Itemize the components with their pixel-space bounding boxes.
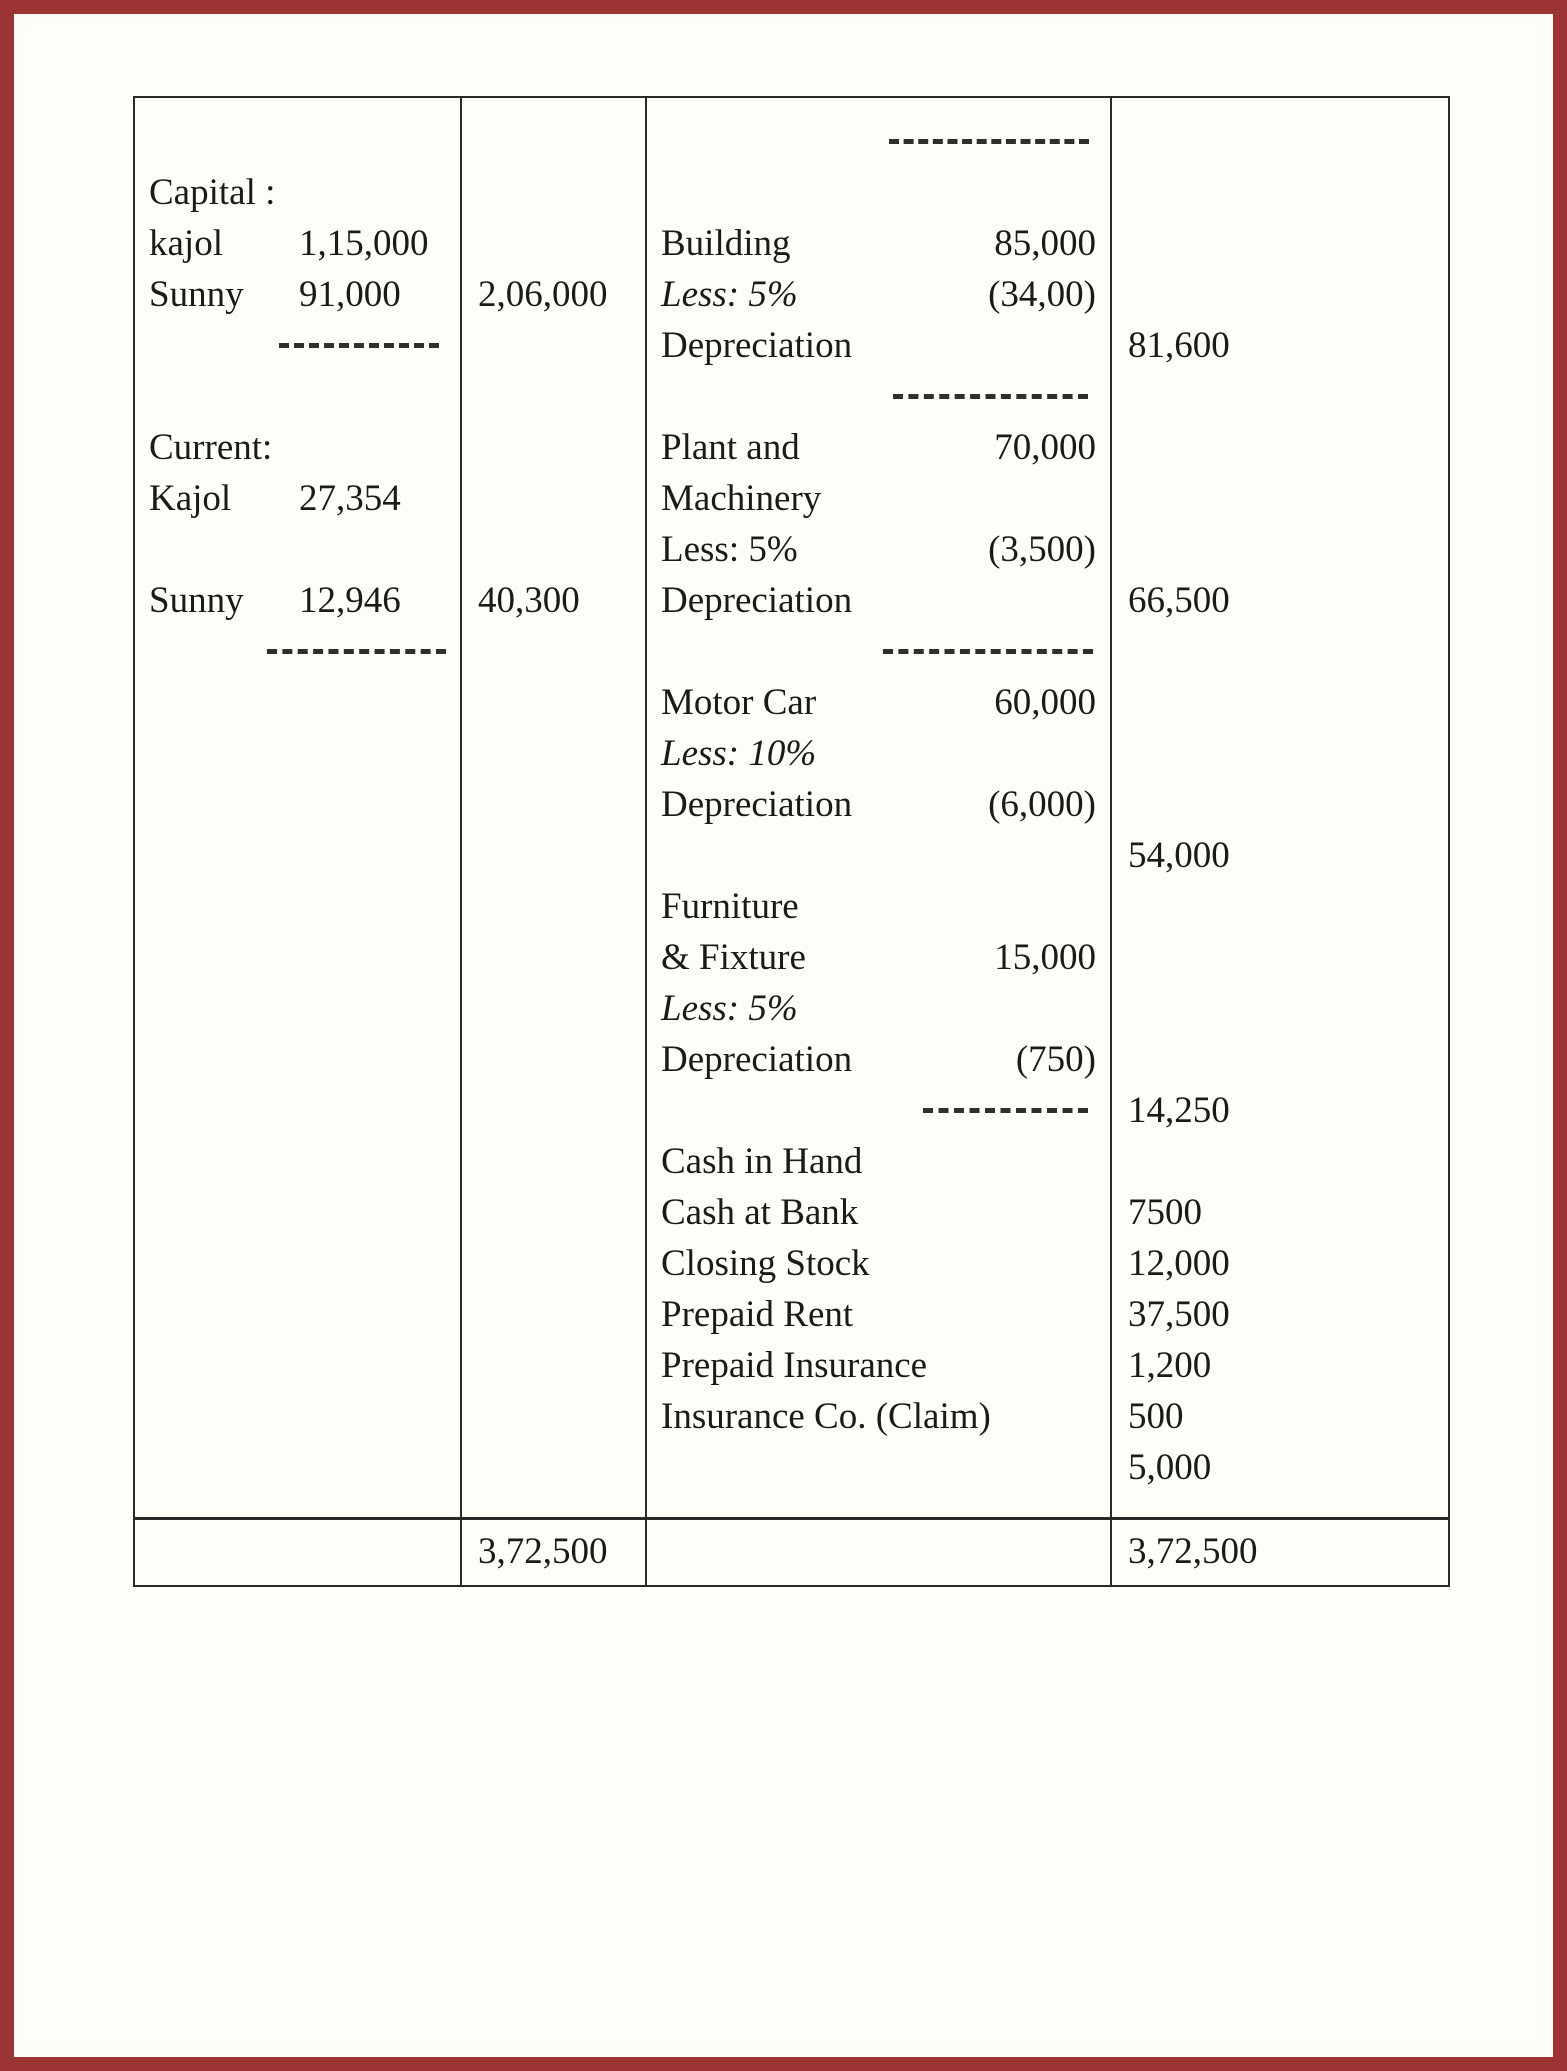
asset-item-row bbox=[661, 218, 1096, 269]
asset-depreciation-label: Depreciation bbox=[661, 325, 853, 366]
asset-name: Building bbox=[661, 223, 791, 264]
totals-liabilities-amount: 3,72,500 bbox=[462, 1520, 647, 1585]
asset-simple-amount: 12,000 bbox=[1128, 1243, 1230, 1284]
liab-amt-gap bbox=[478, 422, 631, 473]
liab-amt-gap bbox=[478, 371, 631, 422]
asset-name: Motor Car bbox=[661, 682, 817, 723]
asset-amt-gap bbox=[1128, 422, 1434, 473]
asset-depreciation-amount: (3,500) bbox=[988, 529, 1096, 570]
asset-amt-gap bbox=[1128, 473, 1434, 524]
asset-depreciation-row bbox=[661, 269, 1096, 320]
current-total-amount: 40,300 bbox=[478, 580, 580, 621]
liab-amt-gap bbox=[478, 167, 631, 218]
balance-sheet-body bbox=[135, 98, 1448, 1517]
liab-amt-gap bbox=[478, 320, 631, 371]
liab-amt-gap bbox=[478, 524, 631, 575]
liab-top-gap bbox=[149, 116, 446, 167]
asset-net-amount: 81,600 bbox=[1128, 325, 1230, 366]
totals-assets-label-cell bbox=[647, 1520, 1112, 1585]
asset-section-gap bbox=[661, 830, 1096, 881]
asset-subtotal-rule bbox=[661, 626, 1096, 677]
asset-depreciation-label: Depreciation bbox=[661, 1039, 853, 1080]
assets-particulars-column bbox=[647, 98, 1112, 1517]
asset-depreciation-amount: (6,000) bbox=[988, 784, 1096, 825]
asset-item-row bbox=[661, 932, 1096, 983]
balance-sheet-table bbox=[133, 96, 1450, 1587]
asset-less-label: Less: 5% bbox=[661, 274, 798, 315]
asset-amt-gap bbox=[1128, 983, 1434, 1034]
asset-amt-gap bbox=[1128, 881, 1434, 932]
asset-less-label: Less: 5% bbox=[661, 529, 798, 570]
asset-name-cont: Machinery bbox=[661, 478, 822, 519]
asset-depreciation-row bbox=[661, 524, 1096, 575]
current-inner-gap bbox=[149, 524, 446, 575]
liab-section-gap bbox=[149, 371, 446, 422]
asset-amt-gap bbox=[1128, 677, 1434, 728]
asset-less-label: Less: 10% bbox=[661, 733, 817, 774]
assets-top-rule bbox=[661, 116, 1096, 167]
capital-total-amount: 2,06,000 bbox=[478, 274, 608, 315]
asset-amt-gap bbox=[1128, 1034, 1434, 1085]
asset-amt-gap bbox=[1128, 167, 1434, 218]
asset-gross-amount: 60,000 bbox=[994, 682, 1096, 723]
current-partner-row bbox=[149, 575, 446, 626]
liab-amt-top-gap bbox=[478, 116, 631, 167]
capital-partner-row bbox=[149, 269, 446, 320]
asset-net-amount: 54,000 bbox=[1128, 835, 1230, 876]
asset-depreciation-label: Depreciation bbox=[661, 580, 853, 621]
asset-simple-amount: 1,200 bbox=[1128, 1345, 1212, 1386]
current-subtotal-rule bbox=[149, 626, 446, 677]
asset-depreciation-row bbox=[661, 779, 1096, 830]
capital-partner-amount: 1,15,000 bbox=[299, 223, 429, 264]
asset-net-amount: 66,500 bbox=[1128, 580, 1230, 621]
current-partner-row bbox=[149, 473, 446, 524]
asset-name-cont: & Fixture bbox=[661, 937, 806, 978]
asset-simple-name: Closing Stock bbox=[661, 1243, 870, 1284]
totals-assets-amount: 3,72,500 bbox=[1128, 1531, 1258, 1572]
asset-simple-name: Insurance Co. (Claim) bbox=[661, 1396, 991, 1437]
asset-depreciation-amount: (34,00) bbox=[988, 274, 1096, 315]
asset-amt-gap bbox=[1128, 218, 1434, 269]
capital-subtotal-rule bbox=[149, 320, 446, 371]
capital-heading: Capital : bbox=[149, 172, 276, 213]
current-partner-name: Sunny bbox=[149, 580, 244, 621]
asset-simple-name: Prepaid Rent bbox=[661, 1294, 854, 1335]
asset-simple-amount: 37,500 bbox=[1128, 1294, 1230, 1335]
capital-partner-row bbox=[149, 218, 446, 269]
asset-amt-top-gap bbox=[1128, 116, 1434, 167]
asset-simple-amount: 500 bbox=[1128, 1396, 1184, 1437]
capital-partner-name: Sunny bbox=[149, 274, 244, 315]
asset-gross-amount: 70,000 bbox=[994, 427, 1096, 468]
liab-amt-gap bbox=[478, 473, 631, 524]
assets-amount-column bbox=[1112, 98, 1448, 1517]
asset-depreciation-amount: (750) bbox=[1015, 1039, 1096, 1080]
asset-amt-gap bbox=[1128, 779, 1434, 830]
asset-simple-name: Cash in Hand bbox=[661, 1141, 863, 1182]
asset-amt-gap bbox=[1128, 626, 1434, 677]
liab-amt-gap bbox=[478, 218, 631, 269]
capital-partner-name: kajol bbox=[149, 223, 223, 264]
asset-gross-amount: 15,000 bbox=[994, 937, 1096, 978]
asset-simple-name: Cash at Bank bbox=[661, 1192, 859, 1233]
capital-partner-amount: 91,000 bbox=[299, 274, 401, 315]
asset-amt-gap bbox=[1128, 1136, 1434, 1187]
asset-name: Furniture bbox=[661, 886, 799, 927]
asset-less-label: Less: 5% bbox=[661, 988, 798, 1029]
current-partner-amount: 12,946 bbox=[299, 580, 401, 621]
asset-simple-name: Prepaid Insurance bbox=[661, 1345, 928, 1386]
asset-simple-amount: 5,000 bbox=[1128, 1447, 1212, 1488]
asset-amt-gap bbox=[1128, 932, 1434, 983]
asset-subtotal-rule bbox=[661, 1085, 1096, 1136]
asset-item-row bbox=[661, 677, 1096, 728]
asset-simple-amount: 7500 bbox=[1128, 1192, 1202, 1233]
asset-name: Plant and bbox=[661, 427, 800, 468]
current-partner-name: Kajol bbox=[149, 478, 232, 519]
asset-amt-gap bbox=[1128, 371, 1434, 422]
asset-gross-amount: 85,000 bbox=[994, 223, 1096, 264]
liabilities-particulars-column bbox=[135, 98, 462, 1517]
asset-depreciation-label: Depreciation bbox=[661, 784, 853, 825]
asset-amt-gap bbox=[1128, 728, 1434, 779]
current-heading: Current: bbox=[149, 427, 273, 468]
asset-depreciation-row bbox=[661, 1034, 1096, 1085]
totals-row bbox=[135, 1517, 1448, 1585]
asset-amt-gap bbox=[1128, 524, 1434, 575]
asset-net-amount: 14,250 bbox=[1128, 1090, 1230, 1131]
asset-item-row bbox=[661, 422, 1096, 473]
assets-top-gap bbox=[661, 167, 1096, 218]
totals-liabilities-label-cell bbox=[135, 1520, 462, 1585]
asset-amt-gap bbox=[1128, 269, 1434, 320]
liabilities-amount-column bbox=[462, 98, 647, 1517]
current-partner-amount: 27,354 bbox=[299, 478, 401, 519]
asset-subtotal-rule bbox=[661, 371, 1096, 422]
